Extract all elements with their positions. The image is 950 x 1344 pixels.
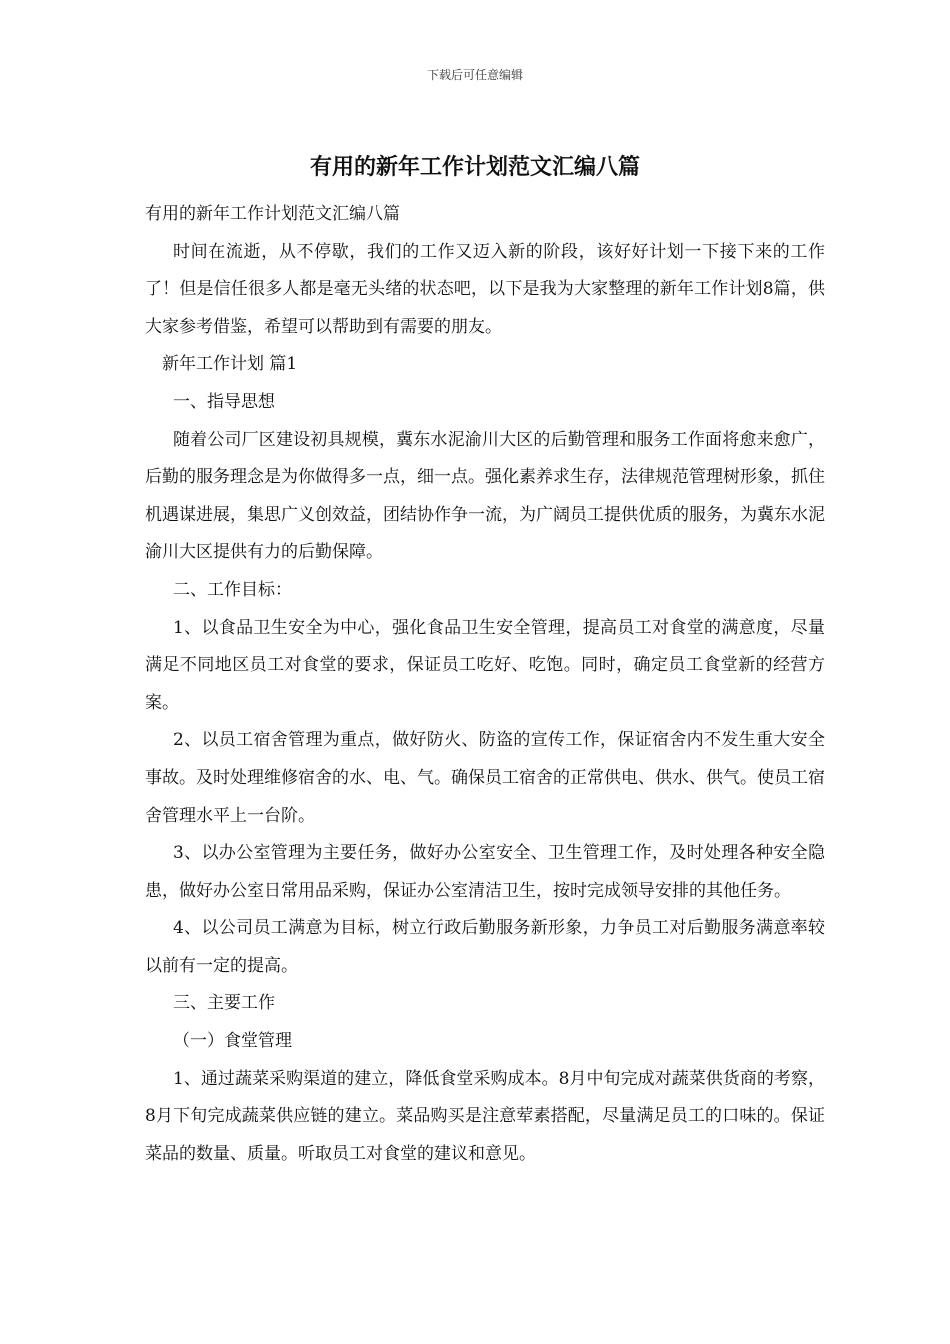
paragraph-guiding-thought: 随着公司厂区建设初具规模，冀东水泥渝川大区的后勤管理和服务工作面将愈来愈广，后勤的服务理念是为你做得多一点，细一点。强化素养求生存，法律规范管理树形象，抓住机遇谋进展，集思广义创效益，团结协作争一流，为广阔员工提供优质的服务，为冀东水泥渝川大区提供有力的后勤保障。 [145, 429, 825, 563]
goal-item-4: 4、以公司员工满意为目标，树立行政后勤服务新形象，力争员工对后勤服务满意率较以前有一定的提高。 [145, 918, 825, 976]
heading-main-work: 三、主要工作 [173, 993, 275, 1014]
goal-item-2: 2、以员工宿舍管理为重点，做好防火、防盗的宣传工作，保证宿舍内不发生重大安全事故。及时处理维修宿舍的水、电、气。确保员工宿舍的正常供电、供水、供气。使员工宿舍管理水平上一台阶。 [145, 730, 825, 826]
page-header-note: 下载后可任意编辑 [426, 68, 523, 82]
goal-item-3: 3、以办公室管理为主要任务，做好办公室安全、卫生管理工作，及时处理各种安全隐患，做好办公室日常用品采购，保证办公室清洁卫生，按时完成领导安排的其他任务。 [145, 843, 825, 901]
goal-item-1: 1、以食品卫生安全为中心，强化食品卫生安全管理，提高员工对食堂的满意度，尽量满足不同地区员工对食堂的要求，保证员工吃好、吃饱。同时，确定员工食堂新的经营方案。 [145, 617, 825, 713]
section-heading-plan1: 新年工作计划 篇1 [162, 354, 298, 375]
canteen-item-1: 1、通过蔬菜采购渠道的建立，降低食堂采购成本。8月中旬完成对蔬菜供货商的考察，8月下旬完成蔬菜供应链的建立。菜品购买是注意荤素搭配，尽量满足员工的口味的。保证菜品的数量、质量。听取员工对食堂的建议和意见。 [145, 1068, 825, 1164]
heading-guiding-thought: 一、指导思想 [173, 391, 275, 412]
heading-work-goals: 二、工作目标： [173, 579, 292, 600]
document-title: 有用的新年工作计划范文汇编八篇 [309, 154, 640, 180]
document-body [145, 196, 825, 1173]
subtitle-line: 有用的新年工作计划范文汇编八篇 [145, 204, 400, 224]
subheading-canteen: （一）食堂管理 [173, 1031, 292, 1052]
intro-paragraph: 时间在流逝，从不停歇，我们的工作又迈入新的阶段，该好好计划一下接下来的工作了！但是信任很多人都是毫无头绪的状态吧，以下是我为大家整理的新年工作计划8篇，供大家参考借鉴，希望可以帮助到有需要的朋友。 [145, 241, 825, 337]
